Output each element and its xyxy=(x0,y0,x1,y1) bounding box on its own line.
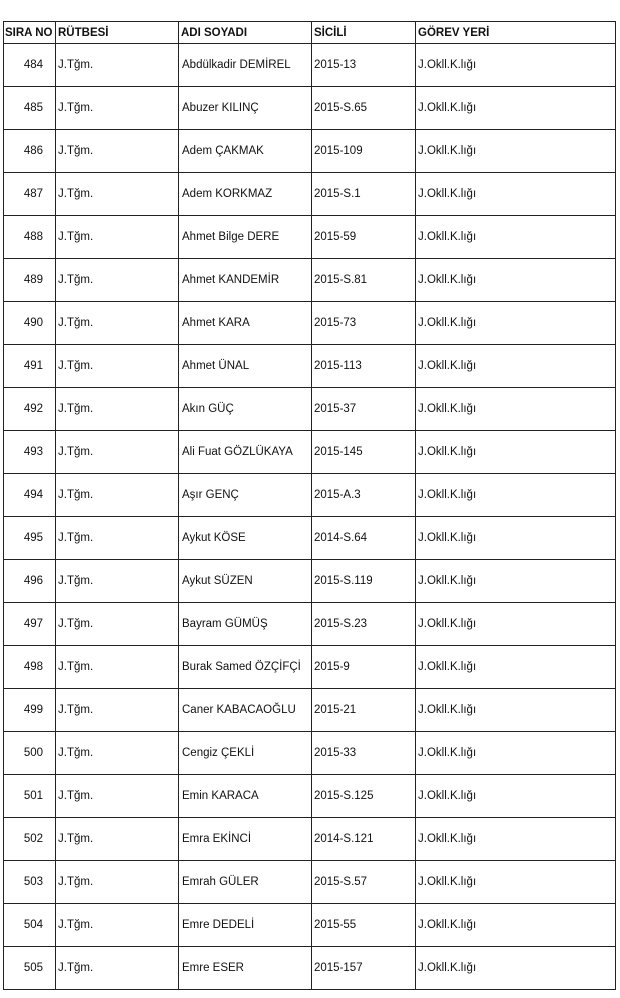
sicil-cell: 2015-S.23 xyxy=(312,603,416,646)
sira-no-cell: 494 xyxy=(4,474,56,517)
sicil-cell: 2015-21 xyxy=(312,689,416,732)
sira-no-cell: 490 xyxy=(4,302,56,345)
rutbe-cell: J.Tğm. xyxy=(56,130,179,173)
sira-no-cell: 496 xyxy=(4,560,56,603)
header-row xyxy=(4,22,616,44)
table-row xyxy=(4,818,616,861)
gorev-yeri-cell: J.Okll.K.lığı xyxy=(416,388,616,431)
sicil-cell: 2015-109 xyxy=(312,130,416,173)
gorev-yeri-cell: J.Okll.K.lığı xyxy=(416,947,616,990)
rutbe-cell: J.Tğm. xyxy=(56,431,179,474)
adi-soyadi-cell: Burak Samed ÖZÇİFÇİ xyxy=(179,646,312,689)
sicil-cell: 2015-73 xyxy=(312,302,416,345)
rutbe-cell: J.Tğm. xyxy=(56,474,179,517)
rutbe-cell: J.Tğm. xyxy=(56,861,179,904)
gorev-yeri-cell: J.Okll.K.lığı xyxy=(416,560,616,603)
gorev-yeri-cell: J.Okll.K.lığı xyxy=(416,345,616,388)
sicil-cell: 2015-9 xyxy=(312,646,416,689)
sira-no-cell: 485 xyxy=(4,87,56,130)
adi-soyadi-cell: Emre ESER xyxy=(179,947,312,990)
rutbe-cell: J.Tğm. xyxy=(56,947,179,990)
adi-soyadi-cell: Emrah GÜLER xyxy=(179,861,312,904)
rutbe-cell: J.Tğm. xyxy=(56,818,179,861)
sicil-cell: 2015-S.57 xyxy=(312,861,416,904)
table-row xyxy=(4,517,616,560)
adi-soyadi-cell: Emra EKİNCİ xyxy=(179,818,312,861)
gorev-yeri-cell: J.Okll.K.lığı xyxy=(416,689,616,732)
sicil-cell: 2015-A.3 xyxy=(312,474,416,517)
adi-soyadi-cell: Ahmet ÜNAL xyxy=(179,345,312,388)
sira-no-cell: 499 xyxy=(4,689,56,732)
gorev-yeri-cell: J.Okll.K.lığı xyxy=(416,431,616,474)
gorev-yeri-cell: J.Okll.K.lığı xyxy=(416,732,616,775)
sicil-cell: 2015-S.119 xyxy=(312,560,416,603)
sira-no-cell: 495 xyxy=(4,517,56,560)
rutbe-cell: J.Tğm. xyxy=(56,689,179,732)
table-row xyxy=(4,345,616,388)
adi-soyadi-cell: Cengiz ÇEKLİ xyxy=(179,732,312,775)
sira-no-cell: 491 xyxy=(4,345,56,388)
adi-soyadi-cell: Aşır GENÇ xyxy=(179,474,312,517)
adi-soyadi-cell: Aykut KÖSE xyxy=(179,517,312,560)
header-rutbesi: RÜTBESİ xyxy=(56,22,179,44)
sira-no-cell: 502 xyxy=(4,818,56,861)
table-row xyxy=(4,216,616,259)
sira-no-cell: 486 xyxy=(4,130,56,173)
sira-no-cell: 497 xyxy=(4,603,56,646)
adi-soyadi-cell: Adem ÇAKMAK xyxy=(179,130,312,173)
personnel-list-sheet xyxy=(3,21,615,990)
sicil-cell: 2015-33 xyxy=(312,732,416,775)
gorev-yeri-cell: J.Okll.K.lığı xyxy=(416,646,616,689)
sira-no-cell: 498 xyxy=(4,646,56,689)
sira-no-cell: 501 xyxy=(4,775,56,818)
rutbe-cell: J.Tğm. xyxy=(56,904,179,947)
table-row xyxy=(4,130,616,173)
adi-soyadi-cell: Ahmet KANDEMİR xyxy=(179,259,312,302)
sira-no-cell: 500 xyxy=(4,732,56,775)
table-row xyxy=(4,904,616,947)
rutbe-cell: J.Tğm. xyxy=(56,646,179,689)
gorev-yeri-cell: J.Okll.K.lığı xyxy=(416,173,616,216)
table-row xyxy=(4,474,616,517)
table-row xyxy=(4,302,616,345)
rutbe-cell: J.Tğm. xyxy=(56,775,179,818)
sicil-cell: 2015-S.65 xyxy=(312,87,416,130)
sicil-cell: 2015-37 xyxy=(312,388,416,431)
adi-soyadi-cell: Emre DEDELİ xyxy=(179,904,312,947)
table-row xyxy=(4,646,616,689)
header-sira-no: SIRA NO xyxy=(4,22,56,44)
adi-soyadi-cell: Ahmet Bilge DERE xyxy=(179,216,312,259)
adi-soyadi-cell: Akın GÜÇ xyxy=(179,388,312,431)
sira-no-cell: 488 xyxy=(4,216,56,259)
table-row xyxy=(4,431,616,474)
rutbe-cell: J.Tğm. xyxy=(56,603,179,646)
rutbe-cell: J.Tğm. xyxy=(56,259,179,302)
gorev-yeri-cell: J.Okll.K.lığı xyxy=(416,130,616,173)
rutbe-cell: J.Tğm. xyxy=(56,345,179,388)
sicil-cell: 2015-113 xyxy=(312,345,416,388)
adi-soyadi-cell: Abdülkadir DEMİREL xyxy=(179,44,312,87)
rutbe-cell: J.Tğm. xyxy=(56,732,179,775)
gorev-yeri-cell: J.Okll.K.lığı xyxy=(416,302,616,345)
gorev-yeri-cell: J.Okll.K.lığı xyxy=(416,904,616,947)
table-row xyxy=(4,861,616,904)
sira-no-cell: 493 xyxy=(4,431,56,474)
adi-soyadi-cell: Ali Fuat GÖZLÜKAYA xyxy=(179,431,312,474)
rutbe-cell: J.Tğm. xyxy=(56,87,179,130)
rutbe-cell: J.Tğm. xyxy=(56,388,179,431)
sicil-cell: 2015-S.125 xyxy=(312,775,416,818)
table-row xyxy=(4,732,616,775)
table-row xyxy=(4,603,616,646)
gorev-yeri-cell: J.Okll.K.lığı xyxy=(416,818,616,861)
table-row xyxy=(4,44,616,87)
table-row xyxy=(4,775,616,818)
table-row xyxy=(4,388,616,431)
sicil-cell: 2015-157 xyxy=(312,947,416,990)
adi-soyadi-cell: Abuzer KILINÇ xyxy=(179,87,312,130)
table-row xyxy=(4,259,616,302)
adi-soyadi-cell: Adem KORKMAZ xyxy=(179,173,312,216)
sicil-cell: 2015-55 xyxy=(312,904,416,947)
personnel-table xyxy=(3,21,616,990)
table-body xyxy=(4,44,616,990)
table-row xyxy=(4,173,616,216)
sicil-cell: 2015-S.81 xyxy=(312,259,416,302)
sira-no-cell: 492 xyxy=(4,388,56,431)
sicil-cell: 2014-S.64 xyxy=(312,517,416,560)
sira-no-cell: 487 xyxy=(4,173,56,216)
rutbe-cell: J.Tğm. xyxy=(56,560,179,603)
table-row xyxy=(4,87,616,130)
sira-no-cell: 484 xyxy=(4,44,56,87)
rutbe-cell: J.Tğm. xyxy=(56,173,179,216)
sicil-cell: 2015-59 xyxy=(312,216,416,259)
rutbe-cell: J.Tğm. xyxy=(56,216,179,259)
gorev-yeri-cell: J.Okll.K.lığı xyxy=(416,603,616,646)
gorev-yeri-cell: J.Okll.K.lığı xyxy=(416,474,616,517)
adi-soyadi-cell: Bayram GÜMÜŞ xyxy=(179,603,312,646)
gorev-yeri-cell: J.Okll.K.lığı xyxy=(416,861,616,904)
sira-no-cell: 503 xyxy=(4,861,56,904)
gorev-yeri-cell: J.Okll.K.lığı xyxy=(416,259,616,302)
table-row xyxy=(4,689,616,732)
gorev-yeri-cell: J.Okll.K.lığı xyxy=(416,87,616,130)
gorev-yeri-cell: J.Okll.K.lığı xyxy=(416,517,616,560)
rutbe-cell: J.Tğm. xyxy=(56,44,179,87)
table-row xyxy=(4,947,616,990)
sicil-cell: 2015-13 xyxy=(312,44,416,87)
sicil-cell: 2015-S.1 xyxy=(312,173,416,216)
adi-soyadi-cell: Caner KABACAOĞLU xyxy=(179,689,312,732)
gorev-yeri-cell: J.Okll.K.lığı xyxy=(416,44,616,87)
gorev-yeri-cell: J.Okll.K.lığı xyxy=(416,775,616,818)
sicil-cell: 2015-145 xyxy=(312,431,416,474)
adi-soyadi-cell: Aykut SÜZEN xyxy=(179,560,312,603)
adi-soyadi-cell: Emin KARACA xyxy=(179,775,312,818)
sira-no-cell: 505 xyxy=(4,947,56,990)
header-gorev-yeri: GÖREV YERİ xyxy=(416,22,616,44)
gorev-yeri-cell: J.Okll.K.lığı xyxy=(416,216,616,259)
sicil-cell: 2014-S.121 xyxy=(312,818,416,861)
header-adi-soyadi: ADI SOYADI xyxy=(179,22,312,44)
sira-no-cell: 489 xyxy=(4,259,56,302)
adi-soyadi-cell: Ahmet KARA xyxy=(179,302,312,345)
rutbe-cell: J.Tğm. xyxy=(56,302,179,345)
header-sicili: SİCİLİ xyxy=(312,22,416,44)
rutbe-cell: J.Tğm. xyxy=(56,517,179,560)
table-row xyxy=(4,560,616,603)
sira-no-cell: 504 xyxy=(4,904,56,947)
